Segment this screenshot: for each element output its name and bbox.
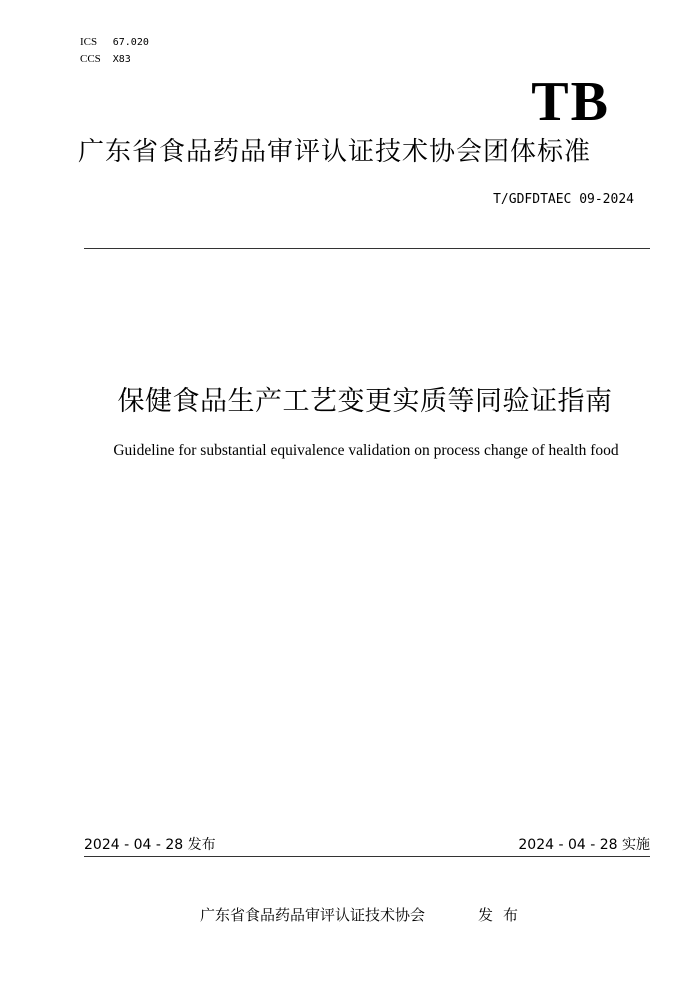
classification-codes [80, 34, 149, 68]
ics-line [80, 34, 149, 51]
organization-standard-title: 广东省食品药品审评认证技术协会团体标准 [78, 137, 592, 167]
ccs-value: X83 [112, 54, 131, 65]
header-divider [84, 248, 650, 249]
issue-date: 2024 - 04 - 28 发布 [84, 837, 216, 853]
ccs-line [80, 51, 149, 68]
standard-number: T/GDFDTAEC 09-2024 [493, 192, 634, 207]
tb-standard-mark: TB [531, 71, 610, 133]
ics-value: 67.020 [112, 37, 149, 48]
footer-divider [84, 856, 650, 857]
publisher-name: 广东省食品药品审评认证技术协会 [200, 906, 426, 924]
ccs-label: CCS [80, 53, 101, 65]
document-title-chinese: 保健食品生产工艺变更实质等同验证指南 [117, 386, 613, 417]
document-title-english: Guideline for substantial equivalence validation on process change of health food [113, 442, 619, 459]
ics-label: ICS [80, 36, 98, 48]
publish-label: 发布 [478, 906, 529, 924]
implementation-date: 2024 - 04 - 28 实施 [518, 837, 650, 853]
